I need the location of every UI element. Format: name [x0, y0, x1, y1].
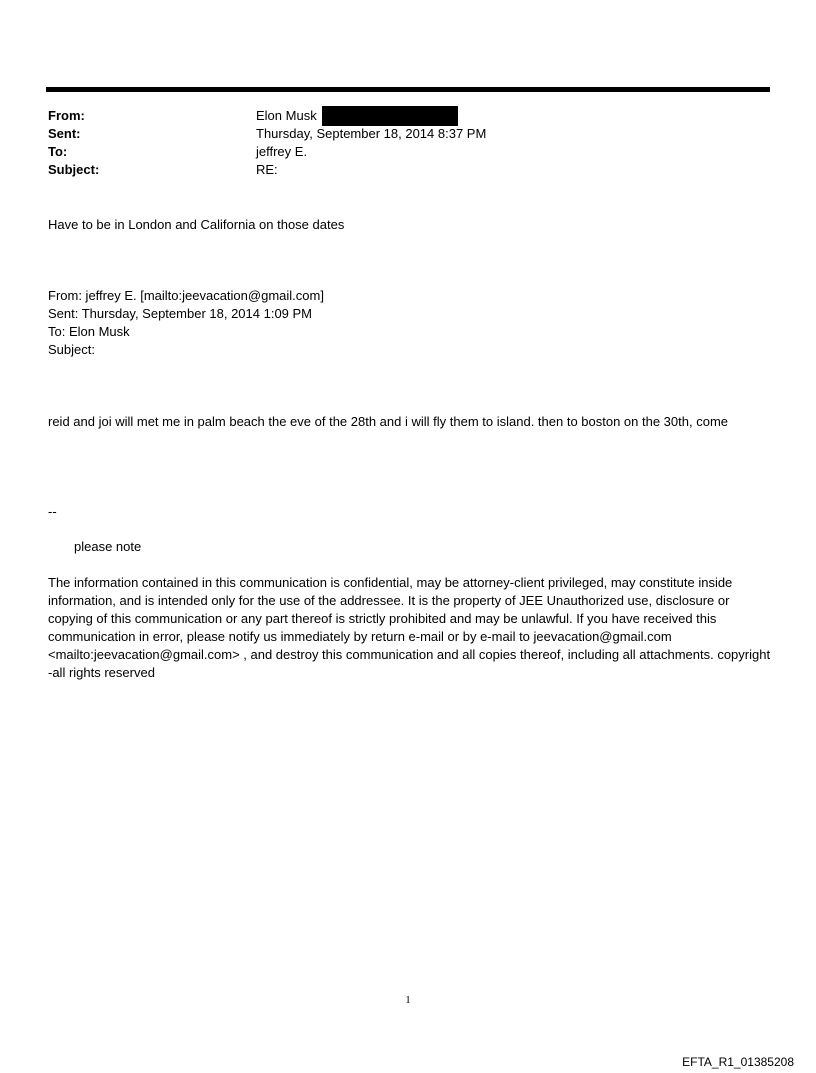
quoted-subject-line: Subject: — [48, 342, 95, 357]
quoted-from-line: From: jeffrey E. [mailto:jeevacation@gmail.com] — [48, 288, 324, 303]
sent-row — [48, 125, 768, 143]
email-header — [48, 107, 768, 179]
email-body: Have to be in London and California on those dates — [48, 217, 345, 232]
redaction-box — [322, 106, 458, 126]
quoted-sent-line: Sent: Thursday, September 18, 2014 1:09 PM — [48, 306, 313, 321]
to-value: jeffrey E. — [256, 144, 308, 159]
from-row — [48, 107, 768, 125]
page-number: 1 — [405, 994, 411, 1006]
to-label: To: — [48, 144, 68, 159]
please-note: please note — [74, 539, 142, 554]
from-value-container — [256, 107, 458, 125]
subject-label: Subject: — [48, 162, 100, 177]
subject-row — [48, 161, 768, 179]
quoted-header — [48, 287, 772, 359]
signature-separator: -- — [48, 504, 57, 519]
subject-value: RE: — [256, 162, 278, 177]
document-id: EFTA_R1_01385208 — [682, 1055, 794, 1069]
quoted-to-line: To: Elon Musk — [48, 324, 130, 339]
sent-value: Thursday, September 18, 2014 8:37 PM — [256, 126, 487, 141]
confidentiality-disclaimer: The information contained in this communication is confidential, may be attorney-client privileged, may constitute inside information, and is intended only for the use of the addressee. It is the property of JEE Unauthorized use, disclosure or copying of this communication or any part thereof is strictly prohibited and may be unlawful. If you have received this communication in error, please notify us immediately by return e-mail or by e-mail to jeevacation@gmail.com <mailto:jeevacation@gmail.com> , and destroy this communication and all copies thereof, including all attachments. copyright -all rights reserved — [48, 575, 771, 680]
to-row — [48, 143, 768, 161]
from-label: From: — [48, 108, 85, 123]
from-value: Elon Musk — [256, 108, 317, 123]
sent-label: Sent: — [48, 126, 81, 141]
header-divider-rule — [46, 87, 770, 92]
quoted-body: reid and joi will met me in palm beach the eve of the 28th and i will fly them to island. then to boston on the 30th, come — [48, 414, 728, 429]
